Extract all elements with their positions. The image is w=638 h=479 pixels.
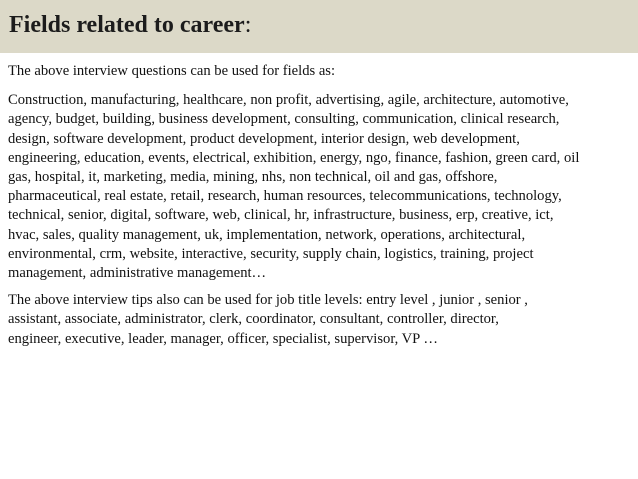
levels-paragraph <box>8 291 632 349</box>
fields-line: hvac, sales, quality management, uk, implementation, network, operations, architectural, <box>8 226 526 243</box>
fields-line: pharmaceutical, real estate, retail, research, human resources, telecommunications, technology, <box>8 188 562 205</box>
fields-line: agency, budget, building, business development, consulting, communication, clinical research, <box>8 111 560 128</box>
title-text: Fields related to career <box>9 12 245 38</box>
levels-line: The above interview tips also can be used for job title levels: entry level , junior , senior , <box>8 292 528 309</box>
fields-line: technical, senior, digital, software, web, clinical, hr, infrastructure, business, erp, creative, ict, <box>8 207 554 224</box>
levels-line: engineer, executive, leader, manager, officer, specialist, supervisor, VP … <box>8 330 439 347</box>
header-bar <box>0 0 638 53</box>
page-title <box>9 13 638 37</box>
levels-line: assistant, associate, administrator, clerk, coordinator, consultant, controller, director, <box>8 311 499 328</box>
content-body <box>8 62 632 357</box>
fields-line: engineering, education, events, electrical, exhibition, energy, ngo, finance, fashion, green card, oil <box>8 149 580 166</box>
fields-line: environmental, crm, website, interactive, security, supply chain, logistics, training, project <box>8 245 534 262</box>
title-colon: : <box>244 12 252 38</box>
fields-line: design, software development, product development, interior design, web development, <box>8 130 520 147</box>
fields-line: gas, hospital, it, marketing, media, mining, nhs, non technical, oil and gas, offshore, <box>8 169 498 186</box>
fields-line: management, administrative management… <box>8 265 267 282</box>
fields-line: Construction, manufacturing, healthcare, non profit, advertising, agile, architecture, automotive, <box>8 92 569 109</box>
fields-paragraph <box>8 91 632 283</box>
intro-paragraph: The above interview questions can be used for fields as: <box>8 63 336 79</box>
